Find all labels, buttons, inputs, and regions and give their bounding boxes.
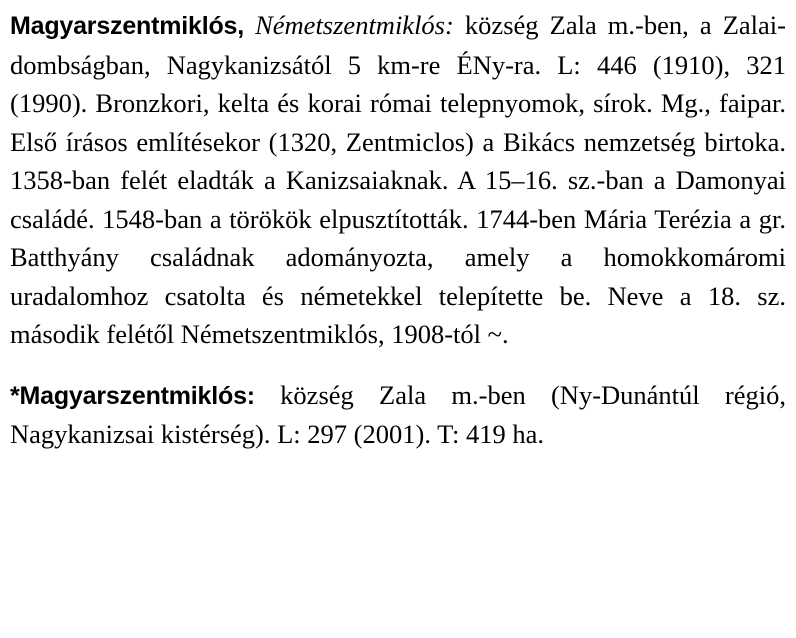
entry-headword: *Magyarszentmiklós: <box>10 381 255 410</box>
dictionary-entry-1 <box>10 6 786 354</box>
entry-body-text: község Zala m.-ben, a Zalai-dombságban, Nagykanizsától 5 km-re ÉNy-ra. L: 446 (1910), 321 (1990). Bronzkori, kelta és korai római telepnyomok, sírok. Mg., faipar. Első írásos említésekor (1320, Zentmiclos) a Bikács nemzetség birtoka. 1358-ban felét eladták a Kanizsaiaknak. A 15–16. sz.-ban a Damonyai családé. 1548-ban a törökök elpusztították. 1744-ben Mária Terézia a gr. Batthyány családnak adományozta, amely a homokkomáromi uradalomhoz csatolta és németekkel telepítette be. Neve a 18. sz. második felétől Németszentmiklós, 1908-tól ~. <box>10 10 786 349</box>
entry-alternate-name: Németszentmiklós: <box>255 10 454 40</box>
entry-headword: Magyarszentmiklós, <box>10 12 244 40</box>
entry-body-text: község Zala m.-ben (Ny-Dunántúl régió, Nagykanizsai kistérség). L: 297 (2001). T: 419 ha. <box>10 379 786 449</box>
dictionary-entry-2 <box>10 376 786 454</box>
